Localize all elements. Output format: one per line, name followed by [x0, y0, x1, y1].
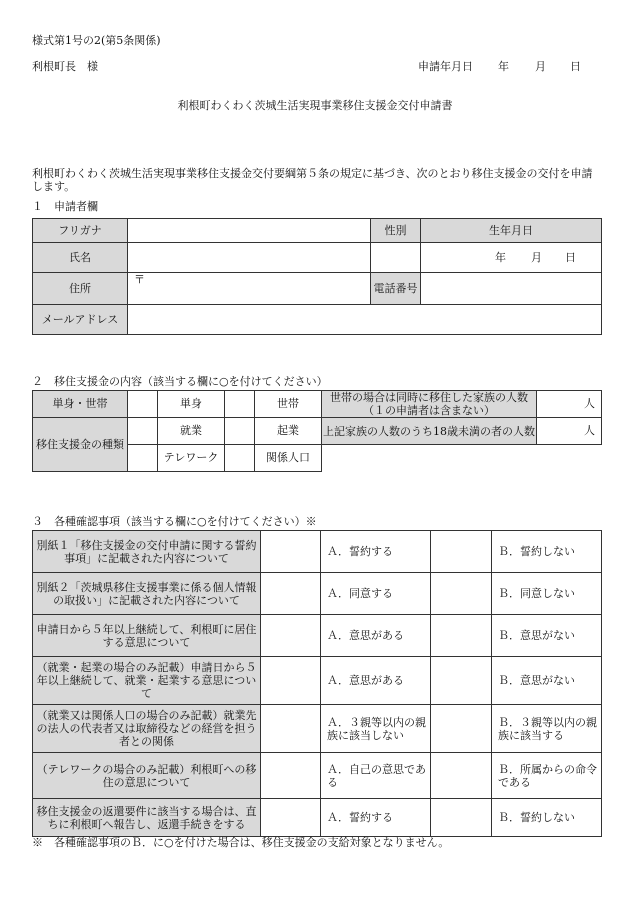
telework-check[interactable] [128, 445, 158, 472]
family-count-unit: 人 [584, 397, 595, 410]
family-count-label: 世帯の場合は同時に移住した家族の人数（１の申請者は含まない） [322, 391, 537, 418]
confirm-check-b[interactable] [431, 753, 492, 799]
confirm-option-b: Ｂ．誓約しない [492, 799, 602, 837]
confirm-option-b: Ｂ．意思がない [492, 615, 602, 657]
confirm-check-a[interactable] [261, 615, 321, 657]
household-check[interactable] [225, 391, 255, 418]
footnote: ※ 各種確認事項のＢ．に○を付けた場合は、移住支援金の支給対象となりません。 [32, 836, 450, 849]
date-label: 申請年月日 [418, 60, 473, 73]
household-label: 世帯 [255, 391, 322, 418]
employment-label: 就業 [158, 418, 225, 445]
confirmation-table [32, 530, 602, 837]
email-field[interactable] [128, 305, 602, 335]
date-month: 月 [535, 60, 546, 73]
form-id: 様式第1号の2(第5条関係) [32, 34, 161, 47]
birthdate-field[interactable] [421, 243, 602, 273]
confirm-check-b[interactable] [431, 705, 492, 753]
confirm-check-b[interactable] [431, 657, 492, 705]
gender-label: 性別 [371, 219, 421, 243]
name-field[interactable] [128, 243, 371, 273]
confirm-option-a: Ａ．同意する [321, 573, 431, 615]
confirm-check-b[interactable] [431, 573, 492, 615]
birth-year: 年 [495, 250, 506, 264]
name-label: 氏名 [33, 243, 128, 273]
address-label: 住所 [33, 273, 128, 305]
confirm-question: 別紙２「茨城県移住支援事業に係る個人情報の取扱い」に記載された内容について [33, 573, 261, 615]
birth-month: 月 [531, 250, 542, 264]
confirm-question: 移住支援金の返還要件に該当する場合は、直ちに利根町へ報告し、返還手続きをする [33, 799, 261, 837]
date-day: 日 [570, 60, 581, 73]
confirm-check-a[interactable] [261, 657, 321, 705]
furigana-field[interactable] [128, 219, 371, 243]
confirm-option-a: Ａ．３親等以内の親族に該当しない [321, 705, 431, 753]
section2-heading: ２ 移住支援金の内容（該当する欄に○を付けてください） [32, 375, 328, 388]
confirm-question: 別紙１「移住支援金の交付申請に関する誓約事項」に記載された内容について [33, 531, 261, 573]
confirm-check-b[interactable] [431, 531, 492, 573]
confirm-option-a: Ａ．自己の意思である [321, 753, 431, 799]
confirm-question: （テレワークの場合のみ記載）利根町への移住の意思について [33, 753, 261, 799]
confirm-check-a[interactable] [261, 753, 321, 799]
confirm-option-b: Ｂ．同意しない [492, 573, 602, 615]
applicant-table [32, 218, 602, 335]
gender-field[interactable] [371, 243, 421, 273]
address-field[interactable] [128, 273, 371, 305]
intro-text: 利根町わくわく茨城生活実現事業移住支援金交付要綱第５条の規定に基づき、次のとおり移住支援金の交付を申請します。 [32, 167, 593, 193]
confirm-check-a[interactable] [261, 799, 321, 837]
under18-field[interactable] [537, 418, 602, 445]
single-check[interactable] [128, 391, 158, 418]
related-pop-check[interactable] [225, 445, 255, 472]
document-title: 利根町わくわく茨城生活実現事業移住支援金交付申請書 [177, 99, 453, 112]
blank-cell [537, 445, 602, 472]
telework-label: テレワーク [158, 445, 225, 472]
birthdate-label: 生年月日 [421, 219, 602, 243]
confirm-check-b[interactable] [431, 615, 492, 657]
confirm-option-a: Ａ．誓約する [321, 531, 431, 573]
support-content-table [32, 390, 602, 472]
confirm-option-b: Ｂ．所属からの命令である [492, 753, 602, 799]
single-household-label: 単身・世帯 [33, 391, 128, 418]
confirm-check-a[interactable] [261, 573, 321, 615]
addressee: 利根町長 様 [32, 60, 98, 73]
section1-heading: １ 申請者欄 [32, 200, 98, 213]
confirm-question: （就業又は関係人口の場合のみ記載）就業先の法人の代表者又は取締役などの経営を担う者との関係 [33, 705, 261, 753]
postal-mark: 〒 [134, 273, 145, 286]
confirm-question: 申請日から５年以上継続して、利根町に居住する意思について [33, 615, 261, 657]
confirm-option-a: Ａ．誓約する [321, 799, 431, 837]
confirm-option-b: Ｂ．３親等以内の親族に該当する [492, 705, 602, 753]
confirm-option-b: Ｂ．誓約しない [492, 531, 602, 573]
confirm-option-b: Ｂ．意思がない [492, 657, 602, 705]
related-pop-label: 関係人口 [255, 445, 322, 472]
furigana-label: フリガナ [33, 219, 128, 243]
family-count-field[interactable] [537, 391, 602, 418]
phone-label: 電話番号 [371, 273, 421, 305]
startup-check[interactable] [225, 418, 255, 445]
confirm-option-a: Ａ．意思がある [321, 657, 431, 705]
confirm-question: （就業・起業の場合のみ記載）申請日から５年以上継続して、就業・起業する意思について [33, 657, 261, 705]
birth-day: 日 [565, 250, 576, 264]
startup-label: 起業 [255, 418, 322, 445]
confirm-option-a: Ａ．意思がある [321, 615, 431, 657]
section3-heading: ３ 各種確認事項（該当する欄に○を付けてください）※ [32, 515, 317, 528]
confirm-check-a[interactable] [261, 705, 321, 753]
blank-cell [322, 445, 537, 472]
under18-label: 上記家族の人数のうち18歳未満の者の人数 [322, 418, 537, 445]
phone-field[interactable] [421, 273, 602, 305]
under18-unit: 人 [584, 424, 595, 437]
date-year: 年 [498, 60, 509, 73]
support-type-label: 移住支援金の種類 [33, 418, 128, 472]
email-label: メールアドレス [33, 305, 128, 335]
single-label: 単身 [158, 391, 225, 418]
confirm-check-a[interactable] [261, 531, 321, 573]
employment-check[interactable] [128, 418, 158, 445]
confirm-check-b[interactable] [431, 799, 492, 837]
